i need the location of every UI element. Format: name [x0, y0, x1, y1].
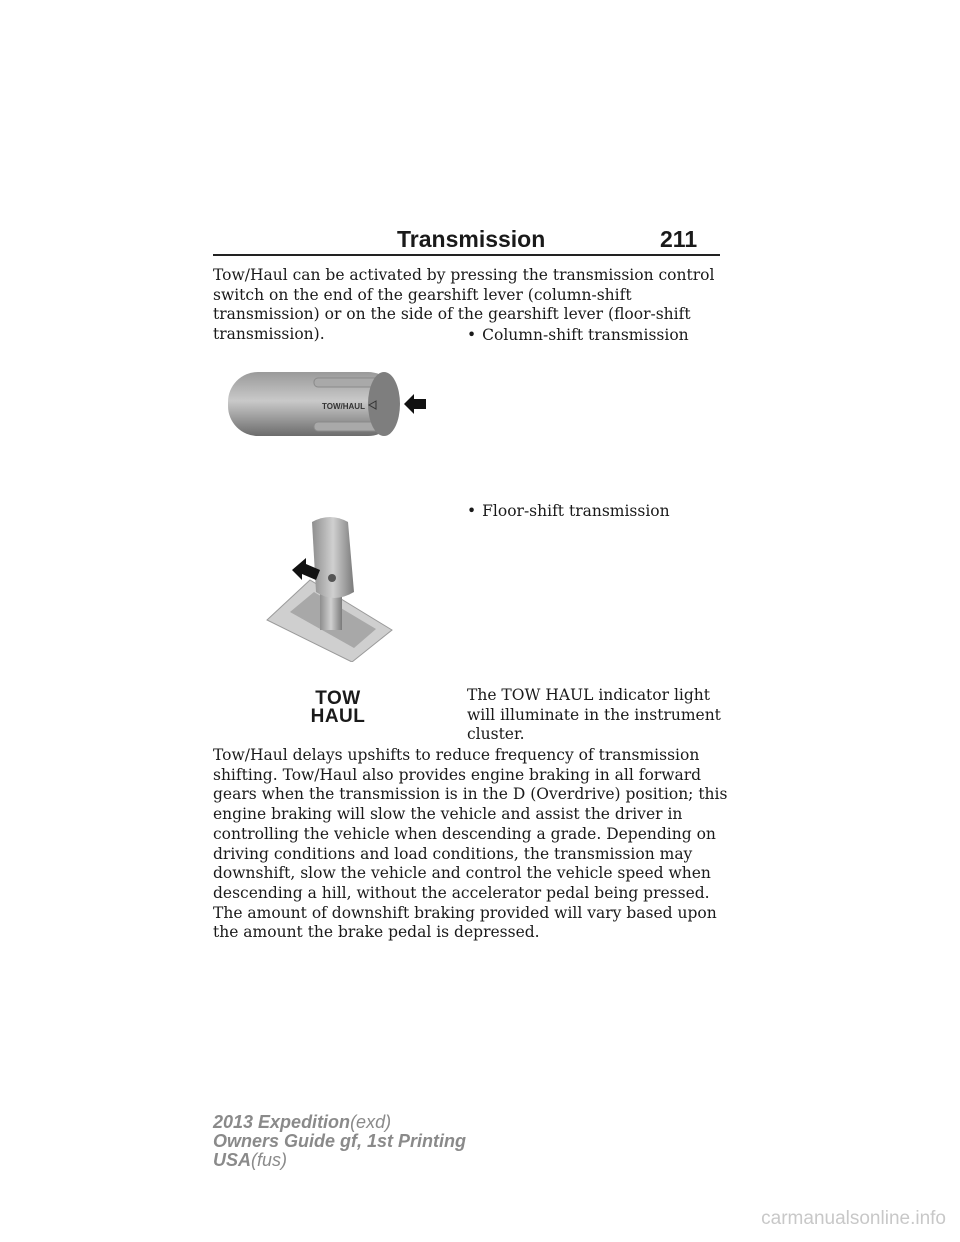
- footer-model-code: (exd): [350, 1112, 392, 1132]
- bullet-label: Column-shift transmission: [482, 326, 689, 344]
- watermark: carmanualsonline.info: [761, 1208, 946, 1229]
- intro-paragraph: Tow/Haul can be activated by pressing the transmission control switch on the end of the gearshift lever (column-shift transmission) or on the side of the gearshift lever (floor-shift transmission).: [213, 266, 715, 344]
- indicator-symbol-text: TOW HAUL: [310, 688, 366, 727]
- footer-market: USA: [213, 1150, 252, 1170]
- footer-market-code: (fus): [251, 1150, 288, 1170]
- arrow-icon: [404, 394, 426, 414]
- indicator-description: The TOW HAUL indicator light will illuminate in the instrument cluster.: [467, 686, 721, 744]
- bullet-dot: •: [467, 326, 477, 344]
- bullet-label: Floor-shift transmission: [482, 502, 670, 520]
- footer-printing: Owners Guide gf, 1st Printing: [213, 1131, 467, 1151]
- header-rule: [213, 254, 720, 256]
- section-title: Transmission: [397, 226, 546, 252]
- column-shift-lever-illustration: [226, 366, 431, 446]
- bullet-column-shift: [467, 326, 689, 346]
- footer-model: 2013 Expedition: [213, 1112, 351, 1132]
- tow-haul-switch-label: TOW/HAUL: [322, 402, 365, 411]
- footer: [213, 1113, 466, 1170]
- body-paragraph: Tow/Haul delays upshifts to reduce frequency of transmission shifting. Tow/Haul also provides engine braking in all forward gears when the transmission is in the D (Overdrive) position; this engine braking will slow the vehicle and assist the driver in controlling the vehicle when descending a grade. Depending on driving conditions and load conditions, the transmission may downshift, slow the vehicle and control the vehicle speed when descending a hill, without the accelerator pedal being pressed. The amount of downshift braking provided will vary based upon the amount the brake pedal is depressed.: [213, 746, 728, 942]
- floor-shift-lever-illustration: [262, 512, 402, 662]
- tow-haul-indicator-symbol: [298, 690, 378, 726]
- page-number: 211: [660, 226, 698, 252]
- bullet-dot: •: [467, 502, 477, 520]
- bullet-floor-shift: [467, 502, 670, 522]
